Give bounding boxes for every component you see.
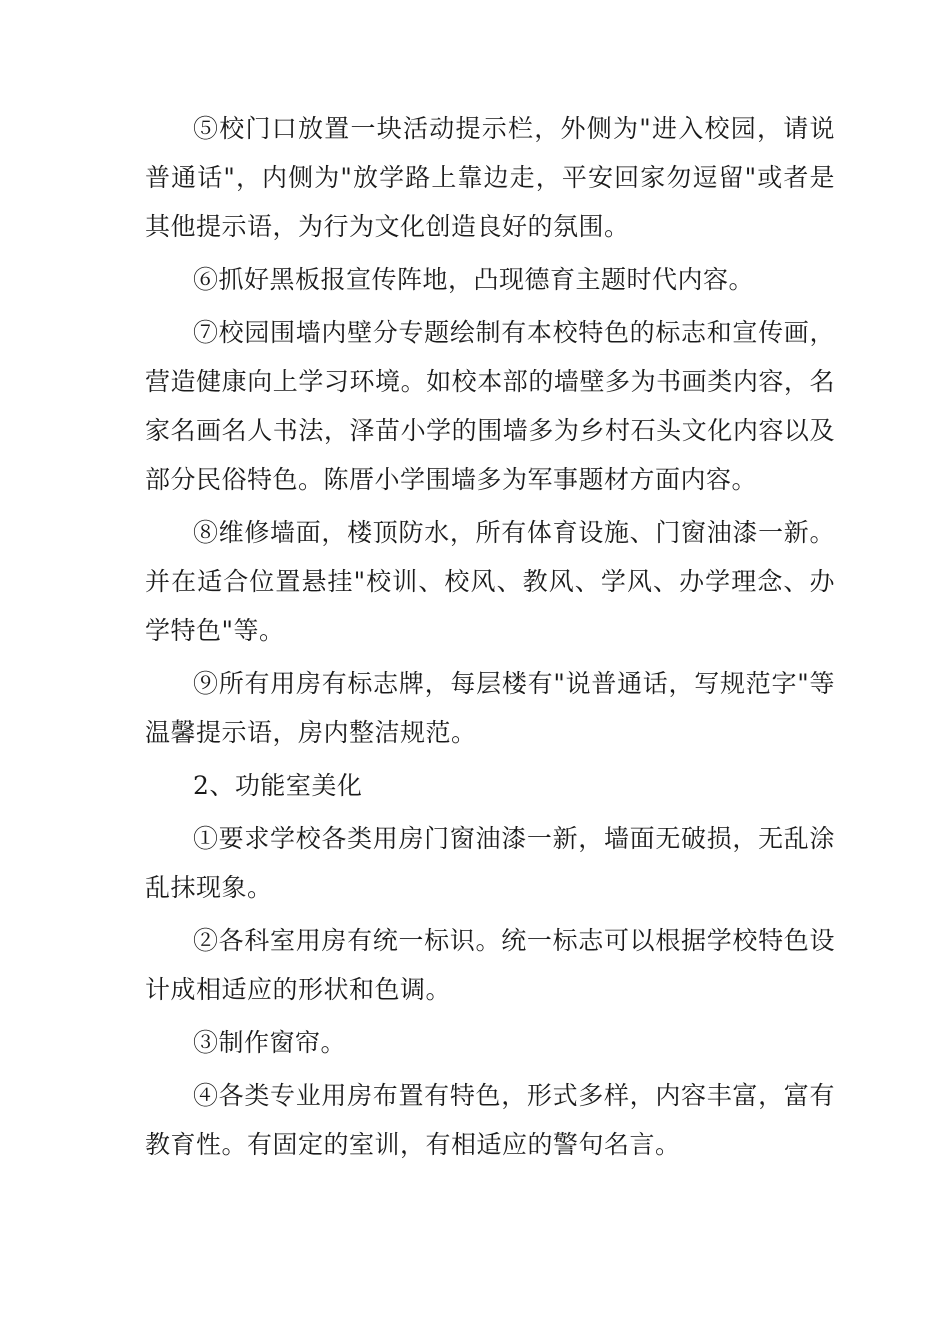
paragraph-item-2: ②各科室用房有统一标识。统一标志可以根据学校特色设计成相适应的形状和色调。: [145, 926, 835, 1004]
paragraph-item-3: ③制作窗帘。: [193, 1028, 347, 1057]
paragraph-item-8: ⑧维修墙面，楼顶防水，所有体育设施、门窗油漆一新。并在适合位置悬挂"校训、校风、教风、学风、办学理念、办学特色"等。: [145, 518, 835, 645]
paragraph-item-7: ⑦校园围墙内壁分专题绘制有本校特色的标志和宣传画，营造健康向上学习环境。如校本部的墙壁多为书画类内容，名家名画名人书法，泽苗小学的围墙多为乡村石头文化内容以及部分民俗特色。陈厝小学围墙多为军事题材方面内容。: [145, 318, 835, 494]
paragraph-item-5: ⑤校门口放置一块活动提示栏，外侧为"进入校园，请说普通话"，内侧为"放学路上靠边走，平安回家勿逗留"或者是其他提示语，为行为文化创造良好的氛围。: [145, 114, 835, 241]
paragraph-item-1: ①要求学校各类用房门窗油漆一新，墙面无破损，无乱涂乱抹现象。: [145, 824, 835, 902]
paragraph-item-9: ⑨所有用房有标志牌，每层楼有"说普通话，写规范字"等温馨提示语，房内整洁规范。: [145, 669, 835, 747]
document-body: [145, 104, 835, 1173]
paragraph-item-6: ⑥抓好黑板报宣传阵地，凸现德育主题时代内容。: [193, 265, 755, 294]
paragraph-item-4: ④各类专业用房布置有特色，形式多样，内容丰富，富有教育性。有固定的室训，有相适应的警句名言。: [145, 1081, 835, 1159]
section-heading-function-room: 2、功能室美化: [193, 771, 363, 800]
